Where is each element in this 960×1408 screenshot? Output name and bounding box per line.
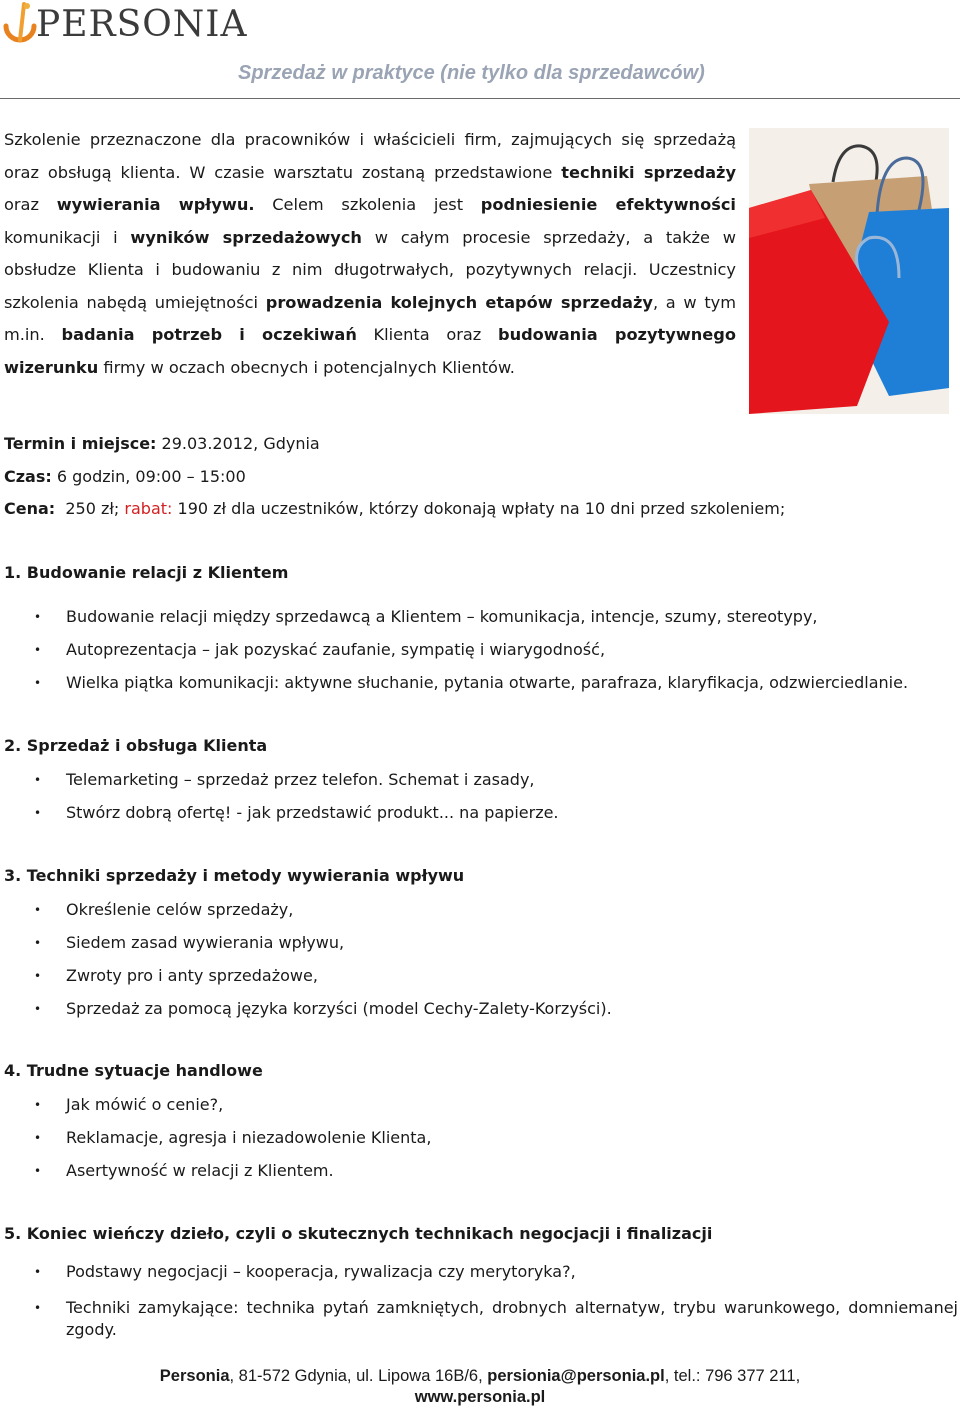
header-divider: [0, 98, 960, 99]
intro-text: firmy w oczach obecnych i potencjalnych Klientów.: [98, 357, 515, 377]
list-item: • Budowanie relacji między sprzedawcą a Klientem – komunikacja, intencje, szumy, stereotypy,: [0, 606, 908, 639]
list-item: • Sprzedaż za pomocą języka korzyści (model Cechy-Zalety-Korzyści).: [0, 998, 612, 1031]
section-heading: 3. Techniki sprzedaży i metody wywierania wpływu: [4, 866, 465, 885]
intro-bold: wyników sprzedażowych: [130, 227, 362, 247]
section-heading: 4. Trudne sytuacje handlowe: [4, 1061, 263, 1080]
section-list: [0, 899, 612, 1031]
term-value: 29.03.2012, Gdynia: [156, 434, 320, 453]
price-line: [4, 493, 785, 526]
list-item: • Siedem zasad wywierania wpływu,: [0, 932, 612, 965]
logo-text: PERSONIA: [36, 4, 248, 45]
time-line: [4, 461, 785, 494]
intro-bold: budowania pozytywnego wizerunku: [4, 325, 736, 377]
rebate-label: rabat:: [124, 499, 173, 518]
list-item: • Zwroty pro i anty sprzedażowe,: [0, 965, 612, 998]
list-item: • Reklamacje, agresja i niezadowolenie Klienta,: [0, 1127, 431, 1160]
personia-logo-icon: [0, 0, 40, 56]
section-list: [0, 1261, 958, 1341]
intro-bold: badania potrzeb i oczekiwań: [61, 325, 357, 344]
section-list: [0, 769, 559, 835]
intro-paragraph: [4, 124, 736, 384]
intro-text: , a w tym m.in.: [4, 292, 737, 344]
intro-bold: prowadzenia kolejnych etapów sprzedaży: [265, 292, 653, 312]
intro-bold: techniki sprzedaży: [561, 162, 736, 182]
footer-website-link[interactable]: www.personia.pl: [414, 1388, 546, 1406]
intro-bold: podniesienie efektywności: [480, 195, 736, 214]
intro-text: w całym procesie sprzedaży, a także w obsłudze Klienta i budowaniu z nim długotrwałych, pozytywnych relacji. Uczestnicy szkolenia nabędą umiejętności: [4, 227, 737, 312]
time-value: 6 godzin, 09:00 – 15:00: [51, 466, 246, 486]
intro-text: Szkolenie przeznaczone dla pracowników i właścicieli firm, zajmujących się sprzedażą oraz obsługą klienta. W czasie warsztatu zostaną przedstawione: [4, 130, 736, 182]
footer-address: , 81-572 Gdynia, ul. Lipowa 16B/6,: [229, 1367, 488, 1385]
list-item: • Podstawy negocjacji – kooperacja, rywalizacja czy merytoryka?,: [0, 1261, 958, 1297]
course-facts: [4, 428, 785, 526]
section-list: [0, 1094, 431, 1193]
intro-text: Celem szkolenia jest: [254, 195, 481, 214]
list-item: • Autoprezentacja – jak pozyskać zaufanie, sympatię i wiarygodność,: [0, 639, 908, 672]
section-list: [0, 606, 908, 705]
rebate-value: 190 zł dla uczestników, którzy dokonają wpłaty na 10 dni przed szkoleniem;: [172, 499, 786, 518]
list-item: • Wielka piątka komunikacji: aktywne słuchanie, pytania otwarte, parafraza, klaryfikacja, odzwierciedlanie.: [0, 672, 908, 705]
footer-email-link[interactable]: persionia@personia.pl: [487, 1367, 665, 1385]
list-item: • Stwórz dobrą ofertę! - jak przedstawić produkt... na papierze.: [0, 802, 559, 835]
term-line: [4, 428, 785, 461]
intro-bold: wywierania wpływu.: [56, 195, 255, 214]
intro-text: oraz: [4, 195, 57, 214]
term-label: Termin i miejsce:: [4, 434, 157, 453]
personia-logo: [0, 0, 248, 56]
section-heading: 5. Koniec wieńczy dzieło, czyli o skutecznych technikach negocjacji i finalizacji: [4, 1224, 713, 1243]
list-item: • Jak mówić o cenie?,: [0, 1094, 431, 1127]
section-heading: 1. Budowanie relacji z Klientem: [4, 563, 289, 582]
intro-text: komunikacji i: [4, 227, 131, 247]
price-label: Cena:: [4, 499, 56, 518]
time-label: Czas:: [4, 466, 52, 486]
section-heading: 2. Sprzedaż i obsługa Klienta: [4, 736, 268, 755]
shopping-bags-image: [749, 128, 949, 414]
list-item: • Telemarketing – sprzedaż przez telefon. Schemat i zasady,: [0, 769, 559, 802]
list-item: • Określenie celów sprzedaży,: [0, 899, 612, 932]
footer-company: Personia: [159, 1367, 230, 1385]
footer-contact: [0, 1366, 960, 1408]
intro-text: Klienta oraz: [356, 325, 498, 344]
price-value: 250 zł;: [55, 499, 125, 518]
footer-phone: , tel.: 796 377 211,: [664, 1367, 801, 1385]
document-subtitle: Sprzedaż w praktyce (nie tylko dla sprzedawców): [238, 62, 705, 84]
list-item: • Asertywność w relacji z Klientem.: [0, 1160, 431, 1193]
list-item: • Techniki zamykające: technika pytań zamkniętych, drobnych alternatyw, trybu warunkowego, domniemanej zgody.: [0, 1297, 958, 1341]
